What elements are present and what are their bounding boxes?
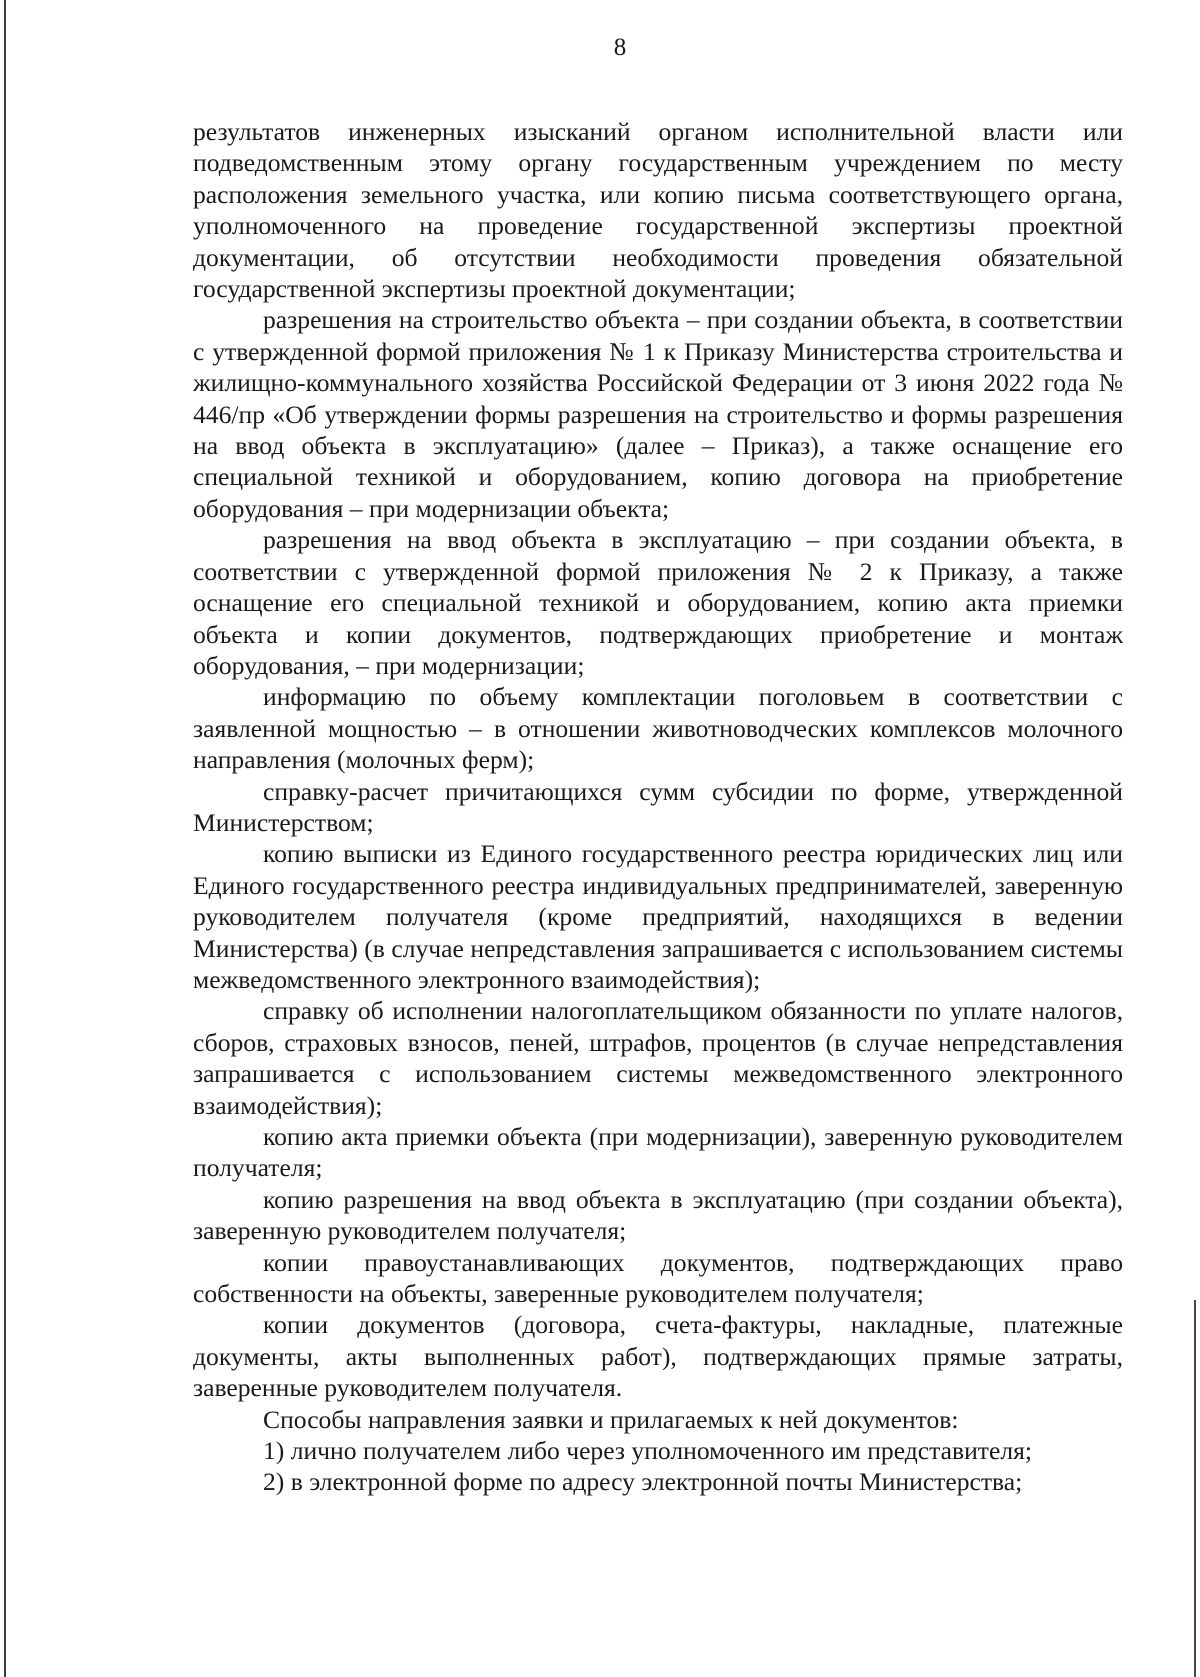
paragraph: справку-расчет причитающихся сумм субсидии по форме, утвержденной Министерством;: [193, 776, 1123, 837]
paragraph: информацию по объему комплектации поголовьем в соответствии с заявленной мощностью – в отношении животноводческих комплексов молочного направления (молочных ферм);: [193, 682, 1123, 775]
paragraph: копию разрешения на ввод объекта в эксплуатацию (при создании объекта), заверенную руководителем получателя;: [193, 1184, 1123, 1246]
paragraph: копию акта приемки объекта (при модернизации), заверенную руководителем получателя;: [193, 1122, 1123, 1183]
paragraph: копию выписки из Единого государственного реестра юридических лиц или Единого государственного реестра индивидуальных предпринимателей, заверенную руководителем получателя (кроме предприятий, находящихся в ведении Министерства) (в случае непредставления запрашивается с использованием системы межведомственного электронного взаимодействия);: [193, 839, 1123, 994]
paragraph: разрешения на ввод объекта в эксплуатацию – при создании объекта, в соответствии с утвержденной формой приложения № 2 к Приказу, а также оснащение его специальной техникой и оборудованием, копию акта приемки объекта и копии документов, подтверждающих приобретение и монтаж оборудования, – при модернизации;: [193, 525, 1123, 680]
paragraph: копии правоустанавливающих документов, подтверждающих право собственности на объекты, заверенные руководителем получателя;: [193, 1247, 1123, 1309]
list-item: 2) в электронной форме по адресу электронной почты Министерства;: [263, 1467, 1023, 1497]
paragraph: копии документов (договора, счета-фактуры, накладные, платежные документы, акты выполненных работ), подтверждающих прямые затраты, заверенные руководителем получателя.: [193, 1310, 1123, 1403]
paragraph: результатов инженерных изысканий органом исполнительной власти или подведомственным этому органу государственным учреждением по месту расположения земельного участка, или копию письма соответствующего органа, уполномоченного на проведение государственной экспертизы проектной документации, об отсутствии необходимости проведения обязательной государственной экспертизы проектной документации;: [193, 117, 1123, 304]
list-item: 1) лично получателем либо через уполномоченного им представителя;: [263, 1436, 1032, 1466]
scan-edge-left: [4, 0, 6, 1677]
scan-edge-right: [1194, 1300, 1196, 1677]
paragraph: Способы направления заявки и прилагаемых к ней документов:: [263, 1404, 959, 1434]
page-number: 8: [613, 34, 627, 61]
paragraph: справку об исполнении налогоплательщиком обязанности по уплате налогов, сборов, страховых взносов, пеней, штрафов, процентов (в случае непредставления запрашивается с использованием системы межведомственного электронного взаимодействия);: [193, 996, 1123, 1120]
document-body: [193, 116, 1123, 1498]
paragraph: разрешения на строительство объекта – при создании объекта, в соответствии с утвержденной формой приложения № 1 к Приказу Министерства строительства и жилищно-коммунального хозяйства Российской Федерации от 3 июня 2022 года № 446/пр «Об утверждении формы разрешения на строительство и формы разрешения на ввод объекта в эксплуатацию» (далее – Приказ), а также оснащение его специальной техникой и оборудованием, копию договора на приобретение оборудования – при модернизации объекта;: [193, 305, 1123, 523]
